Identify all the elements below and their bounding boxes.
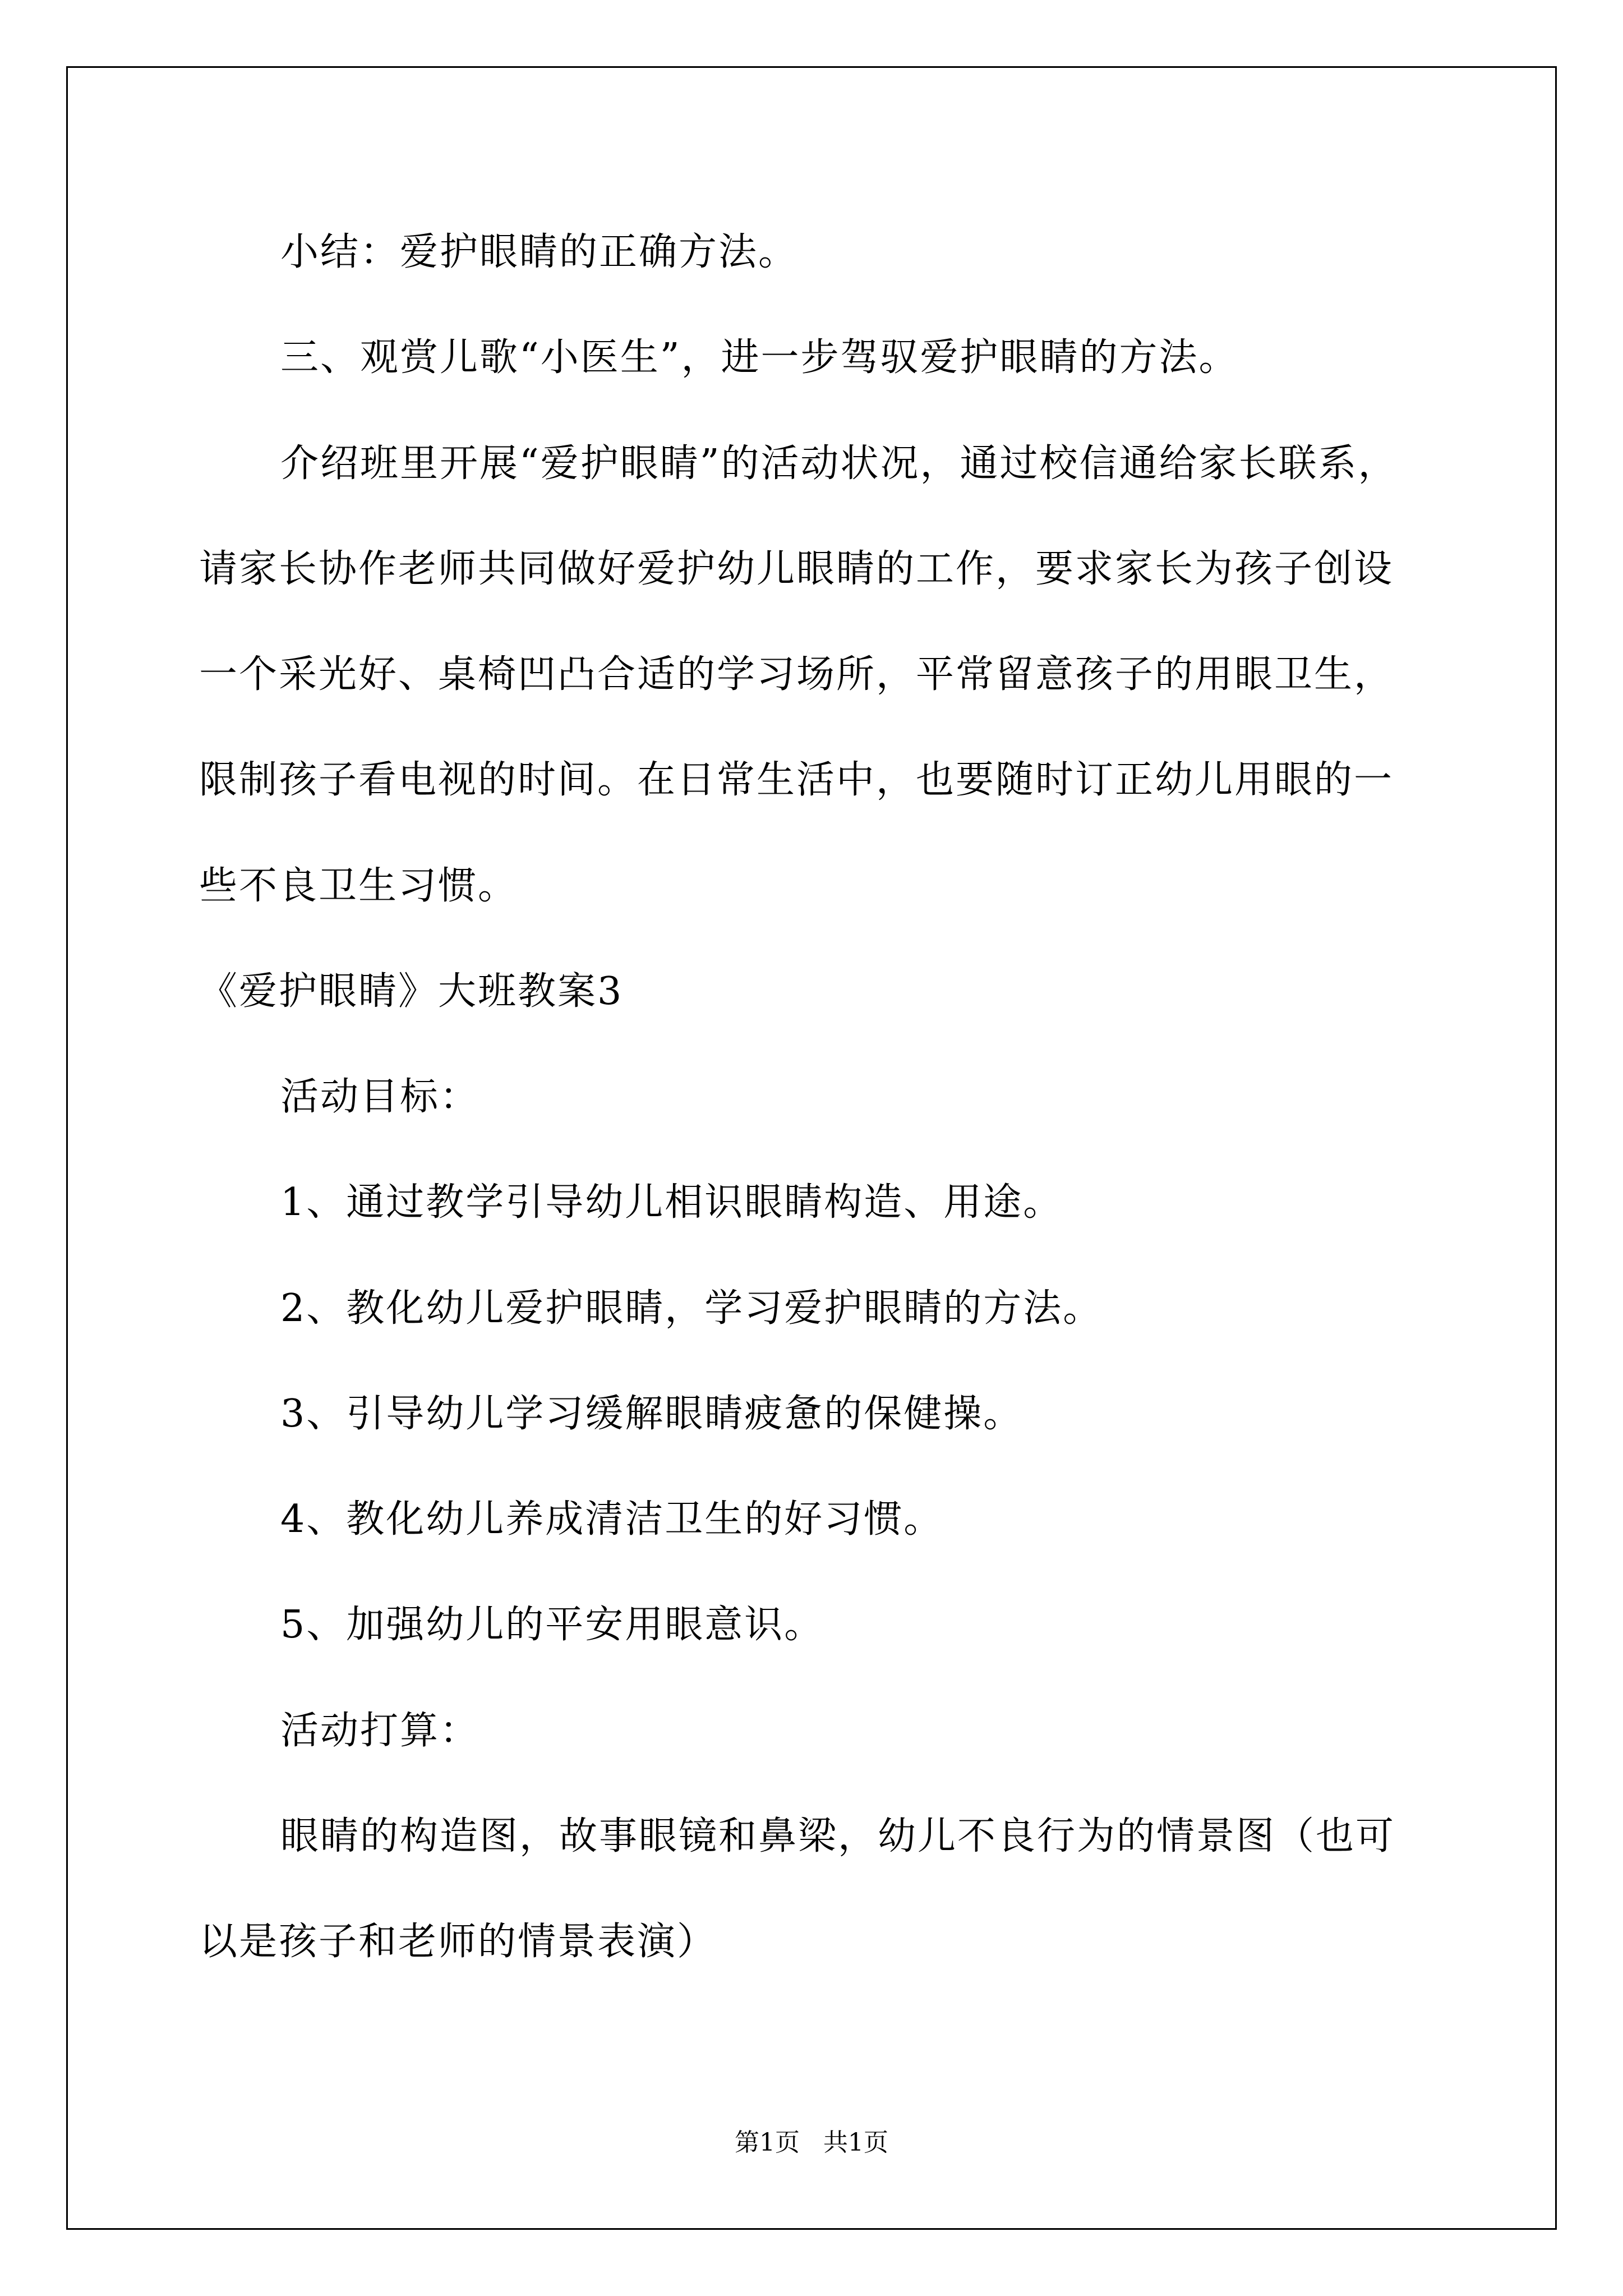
list-item: 1、通过教学引导幼儿相识眼睛构造、用途。	[280, 1180, 1063, 1225]
paragraph-line: 限制孩子看电视的时间。在日常生活中，也要随时订正幼儿用眼的一	[199, 758, 1394, 802]
paragraph-line: 活动目标：	[280, 1075, 480, 1119]
section-heading: 《爱护眼睛》大班教案3	[199, 969, 624, 1014]
paragraph-line: 活动打算：	[280, 1709, 480, 1753]
paragraph-line: 请家长协作老师共同做好爱护幼儿眼睛的工作，要求家长为孩子创设	[199, 547, 1394, 591]
list-item: 2、教化幼儿爱护眼睛，学习爱护眼睛的方法。	[280, 1286, 1103, 1331]
paragraph-line: 些不良卫生习惯。	[199, 864, 518, 908]
list-item: 3、引导幼儿学习缓解眼睛疲惫的保健操。	[280, 1392, 1023, 1436]
paragraph-line: 眼睛的构造图，故事眼镜和鼻梁，幼儿不良行为的情景图（也可	[280, 1814, 1396, 1858]
paragraph-line: 三、观赏儿歌“小医生”，进一步驾驭爱护眼睛的方法。	[280, 335, 1239, 380]
page-footer: 第1页 共1页	[735, 2128, 888, 2157]
paragraph-line: 以是孩子和老师的情景表演）	[199, 1920, 717, 1964]
page-border	[66, 66, 1557, 2230]
list-item: 4、教化幼儿养成清洁卫生的好习惯。	[280, 1497, 944, 1542]
paragraph-line: 小结：爱护眼睛的正确方法。	[280, 230, 799, 274]
paragraph-line: 介绍班里开展“爱护眼睛”的活动状况，通过校信通给家长联系，	[280, 441, 1398, 486]
list-item: 5、加强幼儿的平安用眼意识。	[280, 1603, 824, 1647]
paragraph-line: 一个采光好、桌椅凹凸合适的学习场所，平常留意孩子的用眼卫生，	[199, 652, 1394, 697]
